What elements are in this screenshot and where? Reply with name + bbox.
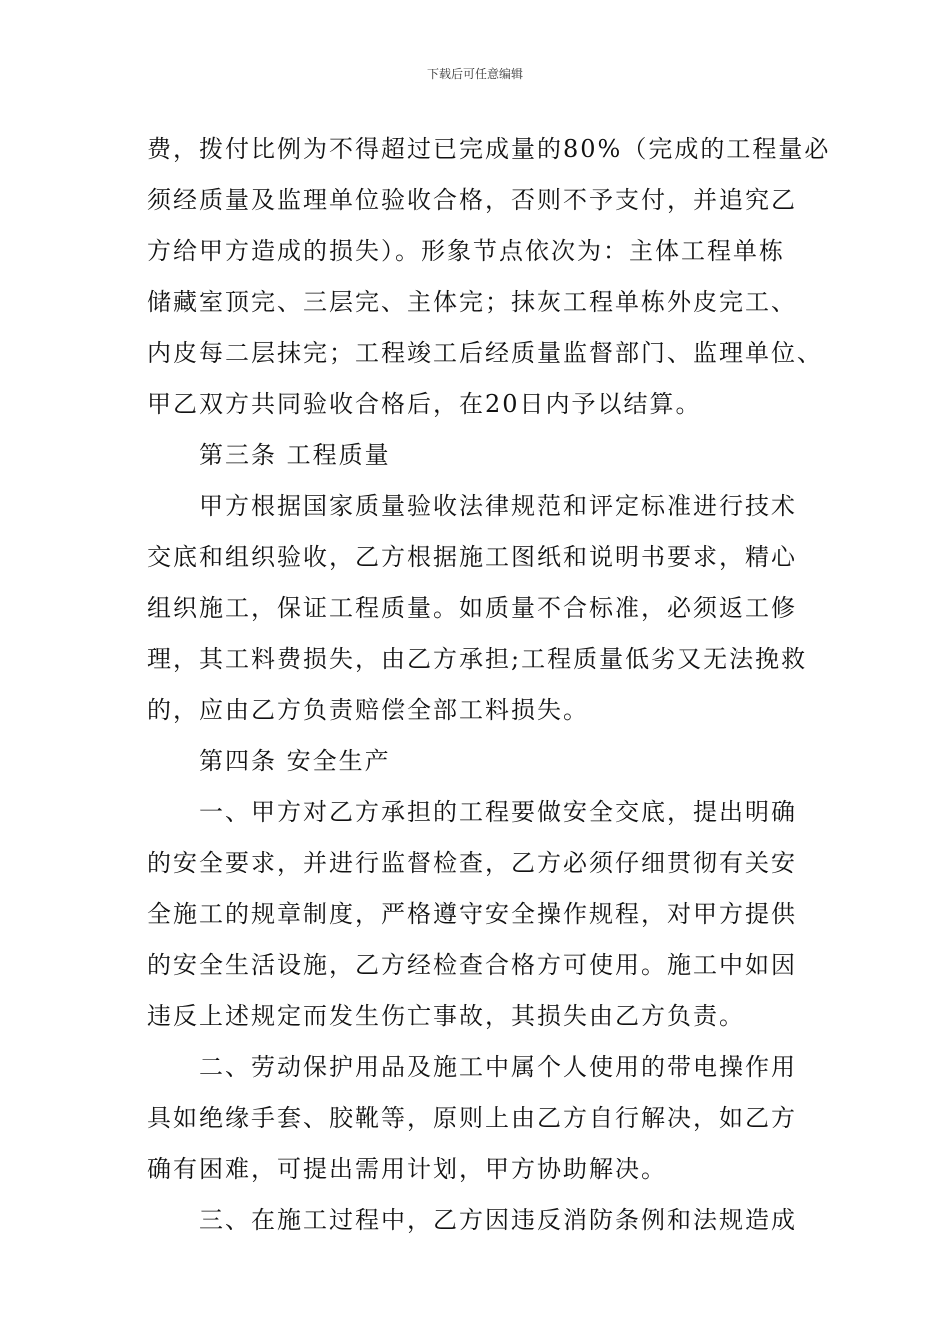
text-line: 的安全要求，并进行监督检查，乙方必须仔细贯彻有关安 [147, 849, 797, 877]
text-line: 费，拨付比例为不得超过已完成量的80%（完成的工程量必 [147, 135, 831, 163]
text-line: 二、劳动保护用品及施工中属个人使用的带电操作用 [199, 1053, 797, 1081]
section-heading-safety: 第四条 安全生产 [199, 747, 391, 775]
section-heading-quality: 第三条 工程质量 [199, 441, 391, 469]
page-header: 下载后可任意编辑 [426, 67, 523, 81]
text-line: 甲方根据国家质量验收法律规范和评定标准进行技术 [199, 492, 797, 520]
text-line: 交底和组织验收，乙方根据施工图纸和说明书要求，精心 [147, 543, 797, 571]
text-line: 须经质量及监理单位验收合格，否则不予支付，并追究乙 [147, 186, 797, 214]
text-line: 储藏室顶完、三层完、主体完；抹灰工程单栋外皮完工、 [147, 288, 797, 316]
text-line: 三、在施工过程中，乙方因违反消防条例和法规造成 [199, 1206, 797, 1234]
text-line: 方给甲方造成的损失）。形象节点依次为：主体工程单栋 [147, 237, 785, 265]
text-line: 违反上述规定而发生伤亡事故，其损失由乙方负责。 [147, 1002, 745, 1030]
text-line: 一、甲方对乙方承担的工程要做安全交底，提出明确 [199, 798, 797, 826]
text-line: 全施工的规章制度，严格遵守安全操作规程，对甲方提供 [147, 900, 797, 928]
text-line: 具如绝缘手套、胶靴等，原则上由乙方自行解决，如乙方 [147, 1104, 797, 1132]
text-line: 的安全生活设施，乙方经检查合格方可使用。施工中如因 [147, 951, 797, 979]
text-line: 甲乙双方共同验收合格后，在20日内予以结算。 [147, 390, 702, 418]
text-line: 确有困难，可提出需用计划，甲方协助解决。 [147, 1155, 667, 1183]
document-body [147, 124, 831, 1246]
text-line: 的，应由乙方负责赔偿全部工料损失。 [147, 696, 589, 724]
text-line: 理，其工料费损失，由乙方承担;工程质量低劣又无法挽救 [147, 645, 808, 673]
text-line: 组织施工，保证工程质量。如质量不合标准，必须返工修 [147, 594, 797, 622]
text-line: 内皮每二层抹完；工程竣工后经质量监督部门、监理单位、 [147, 339, 823, 367]
